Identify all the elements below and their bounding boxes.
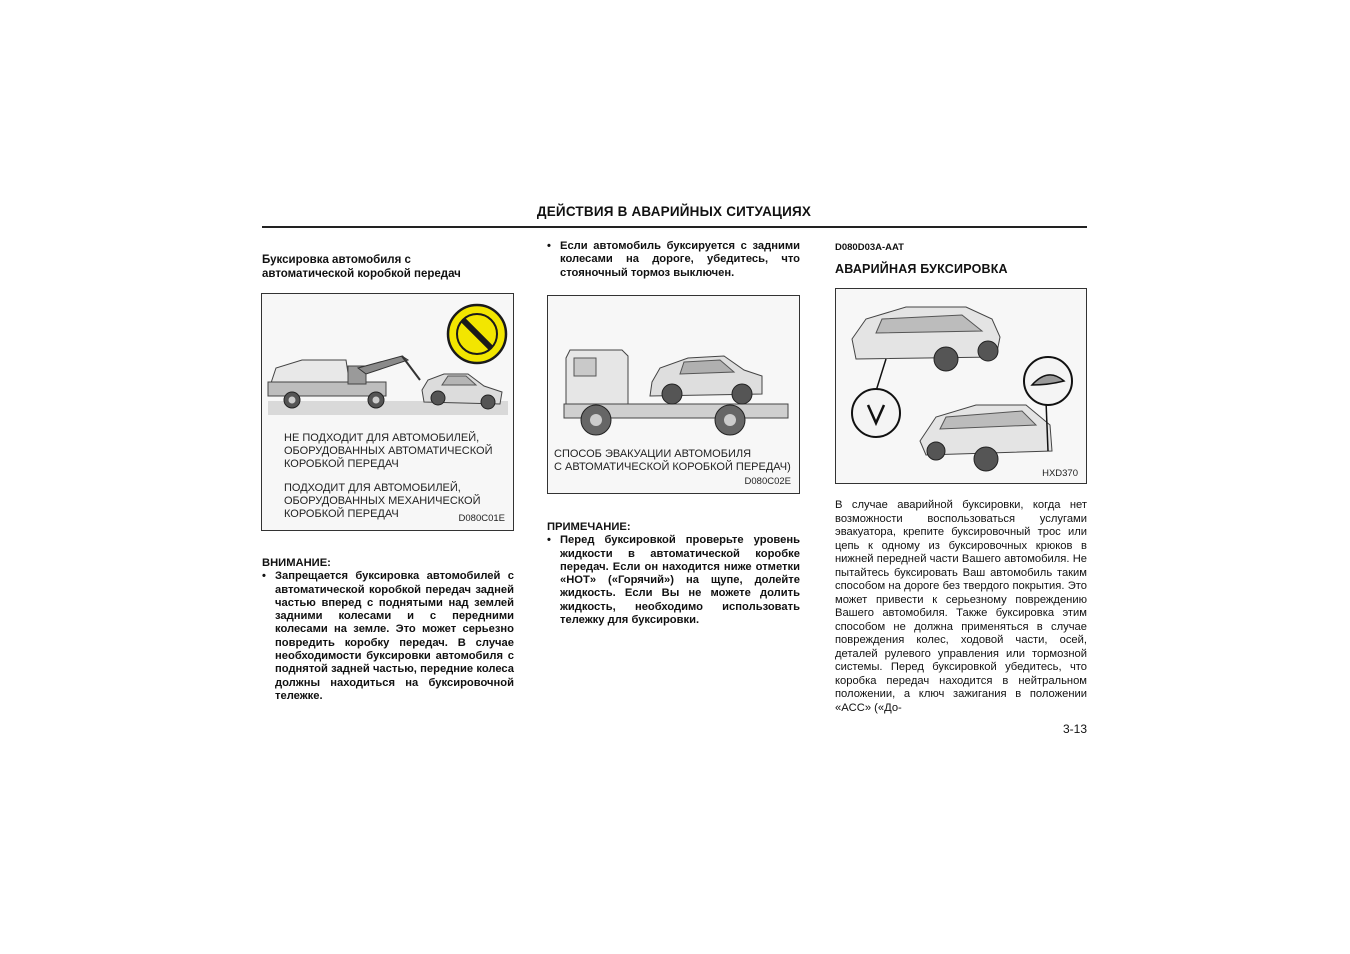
figure-caption: СПОСОБ ЭВАКУАЦИИ АВТОМОБИЛЯ С АВТОМАТИЧЕСКОЙ КОРОБКОЙ ПЕРЕДАЧ) bbox=[554, 448, 791, 473]
prohibition-icon bbox=[448, 305, 506, 363]
tow-hooks-illustration bbox=[836, 289, 1086, 483]
figure-code: D080C02E bbox=[744, 476, 791, 487]
figure-tow-hooks bbox=[835, 288, 1087, 484]
subsection-title: Буксировка автомобиля с автоматической коробкой передач bbox=[262, 254, 461, 280]
page-number: 3-13 bbox=[1062, 722, 1087, 736]
warning-block bbox=[262, 557, 514, 703]
left-column bbox=[262, 254, 514, 281]
figure-text-suitable: ПОДХОДИТ ДЛЯ АВТОМОБИЛЕЙ, ОБОРУДОВАННЫХ МЕХАНИЧЕСКОЙ КОРОБКОЙ ПЕРЕДАЧ bbox=[284, 482, 481, 520]
middle-bullet-block bbox=[547, 240, 800, 280]
car-rear-icon bbox=[920, 405, 1052, 471]
tow-truck-icon bbox=[268, 356, 420, 408]
figure-tow-truck-prohibited bbox=[261, 293, 514, 531]
car-front-icon bbox=[852, 307, 1000, 371]
warning-title: ВНИМАНИЕ: bbox=[262, 557, 331, 569]
front-hook-detail-icon bbox=[852, 359, 900, 437]
figure-code: HXD370 bbox=[1042, 468, 1078, 479]
section-title: АВАРИЙНАЯ БУКСИРОВКА bbox=[835, 262, 1008, 277]
title-divider bbox=[262, 226, 1087, 228]
figure-flatbed-truck bbox=[547, 295, 800, 494]
section-code: D080D03A-AAT bbox=[835, 242, 904, 253]
warning-item: • Запрещается буксировка автомобилей с автоматической коробкой передач задней частью вперед с поднятыми над землей задними колесами и с передними колесами на земле. Это может серьезно повредить коробку передач. В случае необходимости буксировки автомобиля с поднятой задней частью, передние колеса должны находиться на буксировочной тележке. bbox=[262, 570, 514, 703]
note-title: ПРИМЕЧАНИЕ: bbox=[547, 521, 631, 533]
right-body-text: В случае аварийной буксировки, когда нет возможности воспользоваться услугами эвакуатора, крепите буксировочный трос или цепь к одному из буксировочных крюков в нижней передней части Вашего автомобиля. Не пытайтесь буксировать Ваш автомобиль таким способом на дороге без твердого покрытия. Это может привести к серьезному повреждению Вашего автомобиля. Также буксировка этим способом не должна применяться в случае повреждения колес, ходовой части, осей, деталей рулевого управления или тормозной системы. Перед буксировкой убедитесь, что коробка передач находится в нейтральном положении, а ключ зажигания в положении «ACC» («До- bbox=[835, 499, 1087, 714]
parking-brake-item: • Если автомобиль буксируется с задними колесами на дороге, убедитесь, что стояночный тормоз выключен. bbox=[547, 240, 800, 280]
figure-text-not-suitable: НЕ ПОДХОДИТ ДЛЯ АВТОМОБИЛЕЙ, ОБОРУДОВАННЫХ АВТОМАТИЧЕСКОЙ КОРОБКОЙ ПЕРЕДАЧ bbox=[284, 432, 493, 470]
page-title: ДЕЙСТВИЯ В АВАРИЙНЫХ СИТУАЦИЯХ bbox=[536, 204, 812, 219]
note-item: • Перед буксировкой проверьте уровень жидкости в автоматической коробке передач. Если он находится ниже отметки «HOT» («Горячий») на щупе, долейте жидкость. Если Вы не можете долить жидкость, необходимо использовать тележку для буксировки. bbox=[547, 534, 800, 627]
note-block bbox=[547, 521, 800, 627]
right-header-block bbox=[835, 241, 1087, 277]
car-on-flatbed-icon bbox=[650, 356, 762, 404]
figure-code: D080C01E bbox=[458, 513, 505, 524]
